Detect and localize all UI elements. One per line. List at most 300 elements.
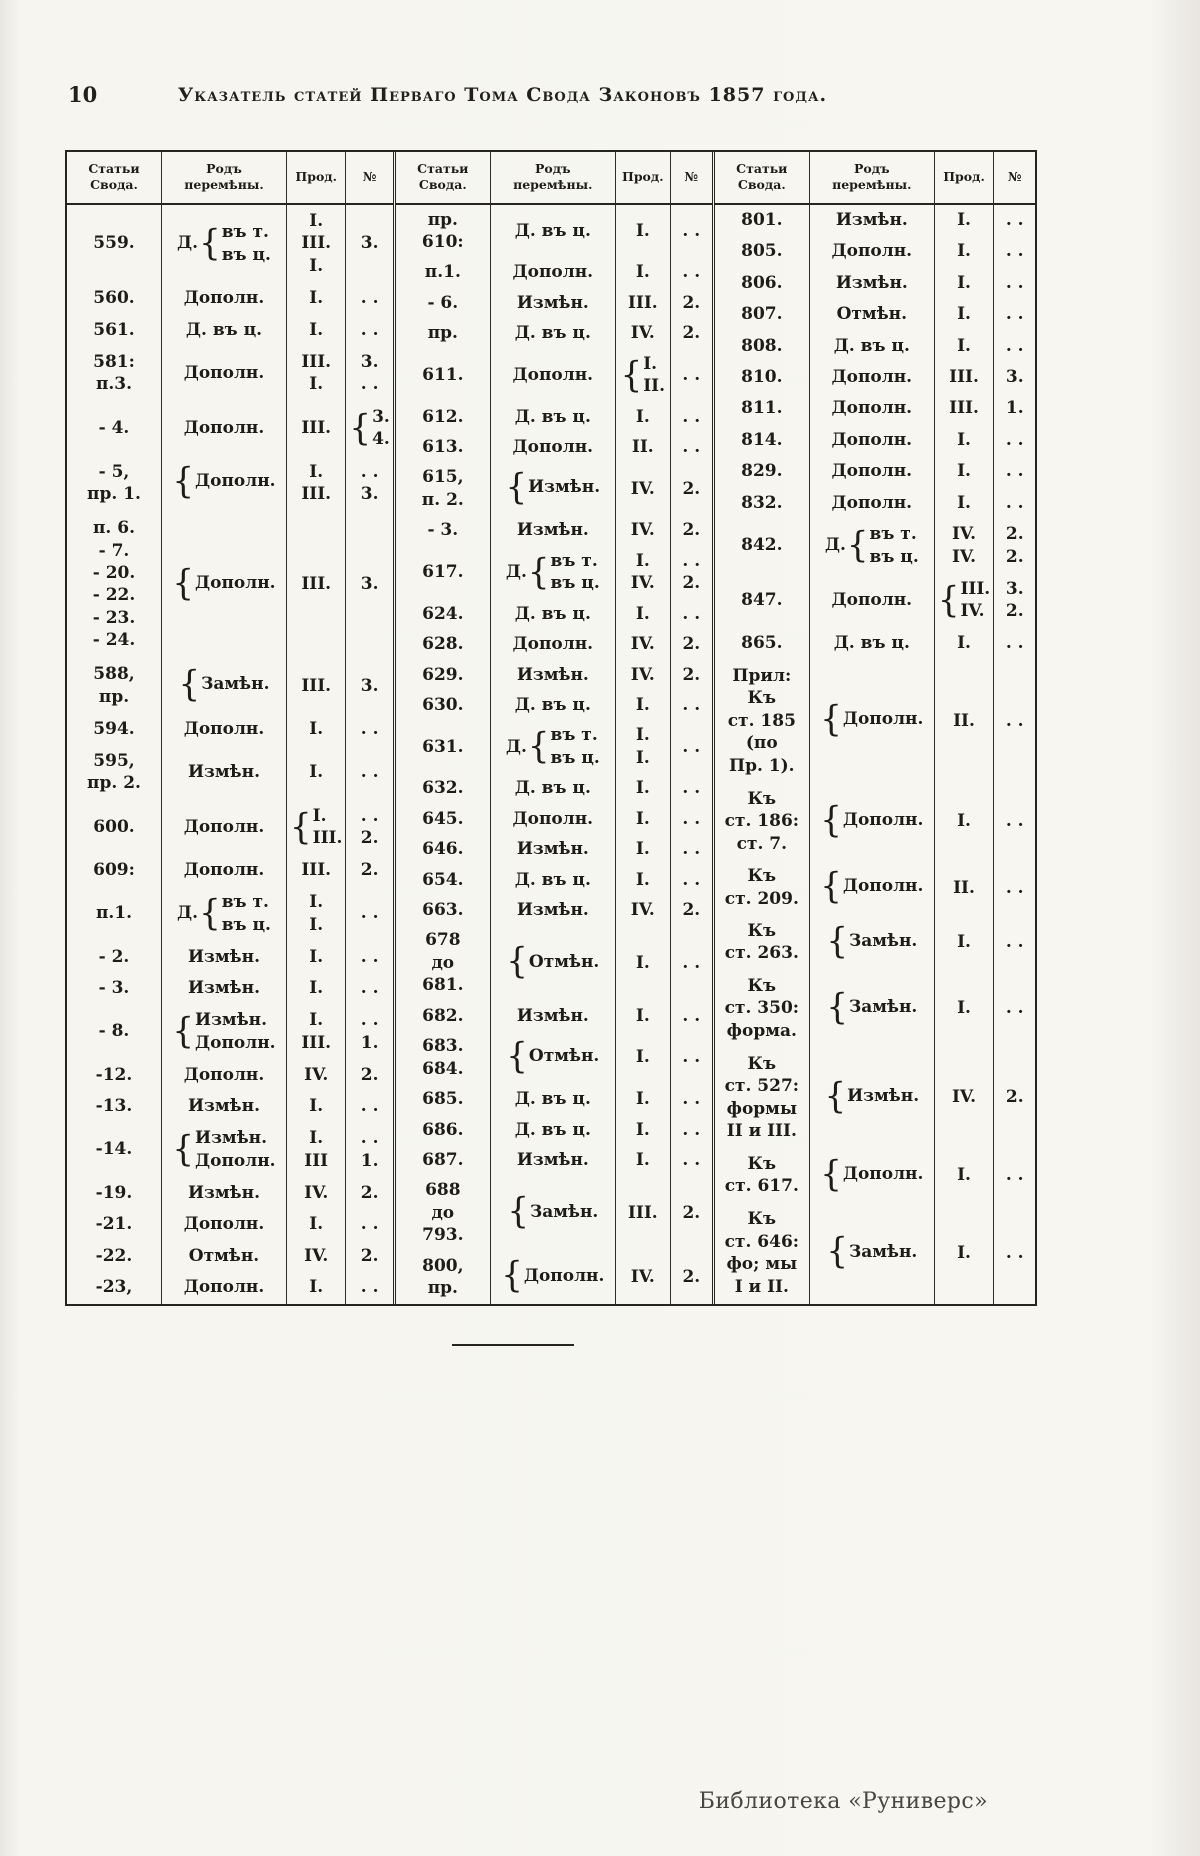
num-cell: . . <box>346 283 393 315</box>
change-cell: Д. { въ т. въ ц. <box>490 546 615 599</box>
change-cell: { Замѣн. <box>162 658 287 713</box>
table-row <box>713 628 1035 659</box>
table-row <box>394 515 712 545</box>
num-cell: 3. <box>346 510 393 658</box>
article-cell: -13. <box>95 1096 133 1117</box>
table-row <box>67 314 393 346</box>
prod-cell: I. <box>615 773 670 803</box>
change-cell: Д. въ ц. <box>490 402 615 432</box>
article-cell: п.1. <box>424 262 461 283</box>
change-cell: Дополн. <box>809 236 934 267</box>
prod-cell: I. <box>287 314 346 346</box>
change-cell: Дополн. <box>162 713 287 745</box>
article-cell: - 5, пр. 1. <box>87 461 141 504</box>
prod-cell: I. <box>615 402 670 432</box>
prod-cell: III. <box>287 510 346 658</box>
table-row <box>67 855 393 887</box>
change-cell: Д. въ ц. <box>490 1115 615 1145</box>
change-cell: { Дополн. <box>162 456 287 511</box>
num-cell: 1. <box>994 393 1036 424</box>
index-table-group <box>67 152 393 1304</box>
change-cell: { Замѣн. <box>490 1175 615 1250</box>
brace-glyph: { <box>527 550 550 593</box>
prod-cell: IV. <box>615 895 670 925</box>
article-cell: -22. <box>95 1245 133 1266</box>
change-cell: Дополн. <box>490 432 615 462</box>
change-cell: Дополн. <box>162 1059 287 1091</box>
prod-cell: { III. IV. <box>934 573 993 628</box>
prod-cell: I. <box>287 1272 346 1304</box>
change-cell: Д. въ ц. <box>490 773 615 803</box>
article-cell: 646. <box>422 839 464 860</box>
article-cell: 600. <box>93 816 135 837</box>
table-row <box>394 349 712 402</box>
table-row <box>67 713 393 745</box>
brace-glyph: { <box>826 1230 848 1273</box>
page-title: Указатель статей Перваго Тома Свода Законовъ 1857 года. <box>177 84 828 106</box>
num-cell: 2. <box>670 660 712 690</box>
article-cell: 632. <box>422 778 464 799</box>
article-cell: 581: п.3. <box>93 351 135 395</box>
prod-cell: III. <box>287 855 346 887</box>
prod-cell: I. <box>934 424 993 455</box>
table-row <box>713 299 1035 330</box>
change-cell: Измѣн. <box>162 941 287 973</box>
prod-cell: I. <box>615 925 670 1000</box>
article-cell: 615, п. 2. <box>421 467 464 510</box>
article-cell: - 3. <box>427 520 459 541</box>
change-cell: Дополн. <box>490 804 615 834</box>
table-row <box>394 1115 712 1145</box>
num-cell: . . <box>346 1209 393 1241</box>
column-header-article: Статьи Свода. <box>713 152 809 204</box>
prod-cell: III. <box>287 658 346 713</box>
table-row <box>67 456 393 511</box>
change-cell: Дополн. <box>490 349 615 402</box>
num-cell: . . <box>346 745 393 800</box>
article-cell: 629. <box>422 664 464 685</box>
num-cell: . . 1. <box>346 1122 393 1177</box>
num-cell: . . <box>346 886 393 941</box>
article-cell: - 4. <box>98 417 130 438</box>
change-cell: { Замѣн. <box>809 1203 934 1304</box>
table-row <box>713 659 1035 783</box>
table-row <box>394 690 712 720</box>
prod-cell: I. <box>287 941 346 973</box>
change-cell: Дополн. <box>162 346 287 401</box>
article-cell: 683. 684. <box>422 1036 464 1079</box>
prod-cell: I. <box>615 1145 670 1175</box>
num-cell: . . <box>994 267 1036 298</box>
num-cell: . . <box>994 456 1036 487</box>
change-cell: { Дополн. <box>809 1148 934 1203</box>
num-cell: { 3. 4. <box>346 401 393 456</box>
prod-cell: IV. <box>287 1240 346 1272</box>
change-cell: { Замѣн. <box>809 970 934 1048</box>
change-cell: { Измѣн. Дополн. <box>162 1122 287 1177</box>
article-cell: Къ ст. 186: ст. 7. <box>724 789 800 854</box>
num-cell: 2. <box>670 1251 712 1304</box>
prod-cell: I. III. <box>287 1004 346 1059</box>
table-row <box>394 660 712 690</box>
num-cell: . . <box>670 834 712 864</box>
article-cell: 595, пр. 2. <box>87 750 141 794</box>
num-cell: 2. <box>670 318 712 348</box>
brace-glyph: { <box>820 1152 842 1195</box>
prod-cell: I. <box>287 1209 346 1241</box>
change-cell: Д. въ ц. <box>490 318 615 348</box>
article-cell: 814. <box>741 429 783 450</box>
num-cell: . . <box>670 720 712 773</box>
brace-glyph: { <box>172 460 195 503</box>
num-cell: . . <box>670 1115 712 1145</box>
change-cell: Д. въ ц. <box>490 204 615 258</box>
change-cell: Измѣн. <box>809 204 934 236</box>
table-row <box>713 236 1035 267</box>
table-row <box>67 346 393 401</box>
article-cell: 588, пр. <box>93 664 135 707</box>
prod-cell: I. <box>615 1001 670 1031</box>
num-cell: . . <box>670 1001 712 1031</box>
change-cell: Дополн. <box>809 393 934 424</box>
prod-cell: I. <box>934 204 993 236</box>
num-cell: . . <box>670 925 712 1000</box>
table-row <box>394 546 712 599</box>
prod-cell: I. <box>615 257 670 287</box>
table-row <box>713 573 1035 628</box>
article-cell: 805. <box>741 241 783 262</box>
table-row <box>394 834 712 864</box>
change-cell: { Измѣн. Дополн. <box>162 1004 287 1059</box>
prod-cell: I. <box>615 1115 670 1145</box>
column-header-change: Родъ перемѣны. <box>490 152 615 204</box>
change-cell: { Дополн. <box>809 659 934 783</box>
num-cell: . . <box>670 690 712 720</box>
num-cell: . . <box>994 628 1036 659</box>
article-cell: пр. 610: <box>421 209 464 252</box>
table-row <box>394 925 712 1000</box>
column-header-change: Родъ перемѣны. <box>809 152 934 204</box>
brace-glyph: { <box>172 1128 195 1171</box>
brace-glyph: { <box>820 798 842 841</box>
num-cell: . . <box>994 487 1036 518</box>
article-cell: -19. <box>95 1182 133 1203</box>
article-cell: 688 до 793. <box>422 1180 464 1246</box>
brace-glyph: { <box>507 1190 529 1233</box>
column-header-article: Статьи Свода. <box>394 152 490 204</box>
prod-cell: I. III. I. <box>287 204 346 283</box>
table-row <box>394 599 712 629</box>
prod-cell: { I. III. <box>287 800 346 855</box>
article-cell: пр. <box>427 323 458 344</box>
article-cell: 609: <box>93 860 135 881</box>
num-cell: . . <box>994 330 1036 361</box>
article-cell: 829. <box>741 461 783 482</box>
table-row <box>67 283 393 315</box>
prod-cell: I. IV. <box>615 546 670 599</box>
table-row <box>713 1203 1035 1304</box>
column-header-change: Родъ перемѣны. <box>162 152 287 204</box>
change-cell: Д. въ ц. <box>490 690 615 720</box>
num-cell: 2. <box>670 515 712 545</box>
prod-cell: III. <box>287 401 346 456</box>
table-row <box>394 1031 712 1084</box>
article-cell: Прил: Къ ст. 185 (по Пр. 1). <box>727 665 796 776</box>
prod-cell: IV. <box>934 1047 993 1148</box>
change-cell: Измѣн. <box>490 1001 615 1031</box>
num-cell: . . <box>994 1203 1036 1304</box>
brace-glyph: { <box>820 698 842 741</box>
article-cell: - 3. <box>98 978 130 999</box>
change-cell: Отмѣн. <box>162 1240 287 1272</box>
article-cell: 801. <box>741 209 783 230</box>
change-cell: { Замѣн. <box>809 915 934 970</box>
prod-cell: I. I. <box>287 886 346 941</box>
brace-glyph: { <box>824 1074 847 1117</box>
table-row <box>67 886 393 941</box>
num-cell: . . <box>670 257 712 287</box>
prod-cell: I. <box>287 745 346 800</box>
column-header-num: № <box>346 152 393 204</box>
num-cell: . . <box>994 783 1036 861</box>
article-cell: Къ ст. 350: форма. <box>724 975 800 1041</box>
brace-glyph: { <box>349 406 372 449</box>
table-row <box>394 402 712 432</box>
table-row <box>713 1047 1035 1148</box>
num-cell: . . <box>670 349 712 402</box>
table-row <box>67 510 393 658</box>
prod-cell: I. <box>287 713 346 745</box>
num-cell: 3. <box>346 658 393 713</box>
prod-cell: I. <box>934 783 993 861</box>
prod-cell: I. <box>934 970 993 1048</box>
article-cell: 617. <box>422 561 464 582</box>
article-cell: Къ ст. 527: формы II и III. <box>724 1053 800 1142</box>
change-cell: Д. { въ т. въ ц. <box>162 204 287 283</box>
prod-cell: I. <box>934 487 993 518</box>
change-cell: Измѣн. <box>490 895 615 925</box>
num-cell: . . <box>346 941 393 973</box>
prod-cell: I. <box>287 283 346 315</box>
num-cell: 2. <box>346 1059 393 1091</box>
article-cell: 811. <box>741 398 783 419</box>
table-row <box>713 518 1035 573</box>
num-cell: . . <box>670 1145 712 1175</box>
table-row <box>67 745 393 800</box>
header-row <box>67 152 393 204</box>
num-cell: . . <box>994 659 1036 783</box>
num-cell: . . <box>670 204 712 258</box>
prod-cell: IV. <box>615 462 670 515</box>
change-cell: Измѣн. <box>490 515 615 545</box>
change-cell: Дополн. <box>162 283 287 315</box>
prod-cell: I. <box>615 599 670 629</box>
prod-cell: II. <box>934 659 993 783</box>
num-cell: . . <box>994 204 1036 236</box>
prod-cell: IV. <box>615 318 670 348</box>
change-cell: Д. { въ т. въ ц. <box>490 720 615 773</box>
article-cell: 630. <box>422 694 464 715</box>
change-cell: Измѣн. <box>162 973 287 1005</box>
change-cell: Дополн. <box>490 629 615 659</box>
change-cell: Д. въ ц. <box>490 599 615 629</box>
prod-cell: II. <box>934 861 993 916</box>
table-row <box>67 1177 393 1209</box>
prod-cell: IV. <box>615 515 670 545</box>
prod-cell: IV. IV. <box>934 518 993 573</box>
brace-glyph: { <box>820 865 842 908</box>
brace-glyph: { <box>826 985 848 1028</box>
table-row <box>394 1251 712 1304</box>
change-cell: Д. { въ т. въ ц. <box>809 518 934 573</box>
change-cell: Д. въ ц. <box>162 314 287 346</box>
prod-cell: III. <box>615 288 670 318</box>
article-cell: 807. <box>741 304 783 325</box>
table-row <box>67 973 393 1005</box>
prod-cell: I. <box>287 1091 346 1123</box>
change-cell: Дополн. <box>809 573 934 628</box>
brace-glyph: { <box>172 1010 195 1053</box>
change-cell: Измѣн. <box>490 834 615 864</box>
num-cell: 2. <box>670 1175 712 1250</box>
prod-cell: I. III. <box>287 456 346 511</box>
num-cell: . . 3. <box>346 456 393 511</box>
table-row <box>67 204 393 283</box>
prod-cell: IV. <box>615 1251 670 1304</box>
article-cell: - 2. <box>98 946 130 967</box>
num-cell: . . 2. <box>670 546 712 599</box>
change-cell: { Измѣн. <box>809 1047 934 1148</box>
num-cell: . . <box>670 865 712 895</box>
column-header-article: Статьи Свода. <box>67 152 162 204</box>
change-cell: Д. въ ц. <box>490 1084 615 1114</box>
prod-cell: III. <box>934 361 993 392</box>
num-cell: . . <box>670 1084 712 1114</box>
end-rule <box>452 1344 574 1346</box>
num-cell: 2. <box>346 855 393 887</box>
article-cell: 611. <box>422 364 464 385</box>
brace-glyph: { <box>199 222 221 265</box>
column-header-num: № <box>670 152 712 204</box>
num-cell: 3. . . <box>346 346 393 401</box>
article-cell: - 8. <box>98 1021 130 1042</box>
index-table <box>65 150 1037 1306</box>
table-row <box>394 432 712 462</box>
prod-cell: I. <box>615 204 670 258</box>
article-cell: Къ ст. 617. <box>724 1153 799 1197</box>
table-row <box>67 1091 393 1123</box>
article-cell: 800, пр. <box>422 1255 464 1299</box>
column-header-num: № <box>994 152 1036 204</box>
prod-cell: II. <box>615 432 670 462</box>
header-row <box>713 152 1035 204</box>
change-cell: { Дополн. <box>809 783 934 861</box>
table-row <box>394 895 712 925</box>
brace-glyph: { <box>505 466 528 509</box>
num-cell: . . <box>346 713 393 745</box>
num-cell: . . <box>994 299 1036 330</box>
change-cell: Д. { въ т. въ ц. <box>162 886 287 941</box>
change-cell: Дополн. <box>809 487 934 518</box>
article-cell: 686. <box>422 1119 464 1140</box>
table-row <box>394 773 712 803</box>
table-row <box>67 800 393 855</box>
change-cell: Измѣн. <box>490 660 615 690</box>
num-cell: . . <box>994 424 1036 455</box>
prod-cell: III. <box>615 1175 670 1250</box>
num-cell: 2. <box>994 1047 1036 1148</box>
num-cell: . . 2. <box>346 800 393 855</box>
article-cell: -12. <box>95 1064 133 1085</box>
table-row <box>394 204 712 258</box>
prod-cell: I. <box>615 1031 670 1084</box>
prod-cell: I. <box>615 1084 670 1114</box>
prod-cell: I. <box>934 628 993 659</box>
table-row <box>713 456 1035 487</box>
num-cell: 2. <box>346 1240 393 1272</box>
brace-glyph: { <box>178 663 201 706</box>
table-row <box>713 204 1035 236</box>
table-row <box>394 720 712 773</box>
brace-glyph: { <box>506 1034 528 1077</box>
num-cell: . . <box>994 915 1036 970</box>
prod-cell: IV. <box>287 1177 346 1209</box>
article-cell: 654. <box>422 869 464 890</box>
page-header <box>0 0 1200 116</box>
prod-cell: IV. <box>615 629 670 659</box>
change-cell: Дополн. <box>162 855 287 887</box>
table-row <box>713 361 1035 392</box>
prod-cell: III. <box>934 393 993 424</box>
change-cell: Д. въ ц. <box>809 628 934 659</box>
prod-cell: I. <box>934 915 993 970</box>
num-cell: . . <box>994 861 1036 916</box>
table-row <box>67 1209 393 1241</box>
table-row <box>67 941 393 973</box>
column-header-prod: Прод. <box>934 152 993 204</box>
change-cell: { Дополн. <box>809 861 934 916</box>
table-row <box>713 1148 1035 1203</box>
article-cell: Къ ст. 209. <box>724 866 799 909</box>
library-watermark: Библиотека «Руниверс» <box>698 1789 988 1814</box>
change-cell: Дополн. <box>162 1209 287 1241</box>
table-row <box>67 401 393 456</box>
table-row <box>67 658 393 713</box>
prod-cell: I. <box>934 1203 993 1304</box>
article-cell: 806. <box>741 272 783 293</box>
change-cell: { Отмѣн. <box>490 1031 615 1084</box>
num-cell: . . <box>994 970 1036 1048</box>
article-cell: п. 6. - 7. - 20. - 22. - 23. - 24. <box>92 518 136 651</box>
prod-cell: I. <box>934 299 993 330</box>
article-cell: 624. <box>422 603 464 624</box>
article-cell: 628. <box>422 634 464 655</box>
change-cell: Измѣн. <box>490 288 615 318</box>
prod-cell: { I. II. <box>615 349 670 402</box>
table-row <box>394 257 712 287</box>
num-cell: . . <box>994 236 1036 267</box>
change-cell: Дополн. <box>809 424 934 455</box>
change-cell: { Отмѣн. <box>490 925 615 1000</box>
prod-cell: I. <box>934 1148 993 1203</box>
num-cell: . . <box>670 402 712 432</box>
prod-cell: I. <box>615 690 670 720</box>
article-cell: 685. <box>422 1089 464 1110</box>
brace-glyph: { <box>846 524 869 567</box>
prod-cell: I. <box>287 973 346 1005</box>
change-cell: { Дополн. <box>490 1251 615 1304</box>
brace-glyph: { <box>826 919 848 962</box>
